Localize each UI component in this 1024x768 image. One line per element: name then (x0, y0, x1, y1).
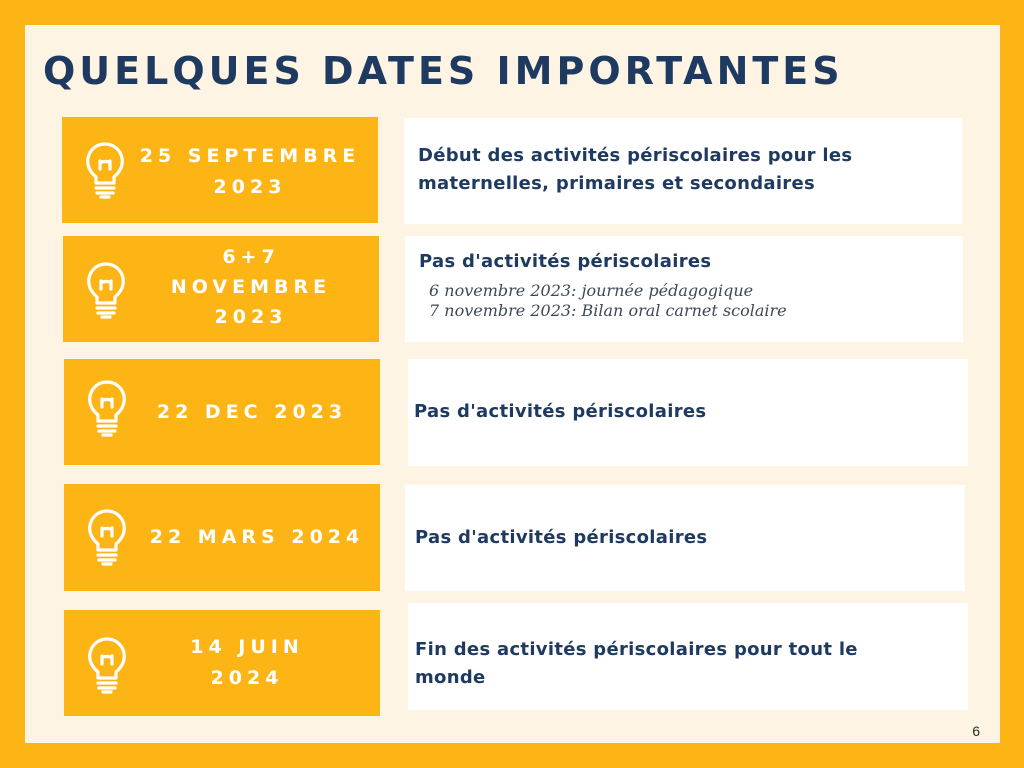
event-description-line: Début des activités périscolaires pour les (418, 145, 853, 166)
description-box (408, 603, 968, 710)
date-box (64, 610, 380, 716)
description-box (408, 359, 968, 466)
event-date-line: 2023 (213, 176, 287, 198)
event-notes (429, 281, 953, 321)
slide (25, 25, 1000, 743)
description-box (405, 485, 965, 591)
description-box (405, 236, 963, 342)
event-date (138, 522, 376, 553)
event-description (415, 524, 951, 552)
event-description (419, 248, 949, 276)
event-note: 6 novembre 2023: journée pédagogique (429, 281, 754, 300)
event-description-line: Pas d'activités périscolaires (415, 527, 708, 548)
event-description-line: maternelles, primaires et secondaires (418, 173, 816, 194)
event-date-line: 14 JUIN (190, 636, 304, 658)
date-box (62, 117, 378, 223)
date-box (63, 236, 379, 342)
lightbulb-icon (86, 508, 128, 566)
event-description-line: Fin des activités périscolaires pour tout le (415, 639, 858, 660)
lightbulb-icon (84, 141, 126, 199)
event-date-line: 22 MARS 2024 (149, 526, 365, 548)
event-description (418, 142, 948, 198)
event-date-line: 25 SEPTEMBRE (139, 145, 361, 167)
event-description (414, 398, 954, 426)
page-number: 6 (972, 723, 980, 739)
lightbulb-icon (85, 261, 127, 319)
event-note: 7 novembre 2023: Bilan oral carnet scolaire (429, 301, 787, 320)
event-date-line: 6+7 (222, 246, 280, 268)
event-date (133, 242, 369, 332)
event-date (132, 141, 368, 203)
date-box (64, 484, 380, 591)
event-date-line: 22 DEC 2023 (156, 401, 348, 423)
description-box (404, 118, 962, 224)
event-description-line: Pas d'activités périscolaires (414, 401, 707, 422)
event-date (114, 632, 380, 694)
lightbulb-icon (86, 379, 128, 437)
event-date-line: 2023 (214, 306, 288, 328)
event-description-line: Pas d'activités périscolaires (419, 251, 712, 272)
event-description (415, 636, 954, 692)
event-date (134, 397, 370, 428)
event-date-line: NOVEMBRE (170, 276, 332, 298)
event-description-line: monde (415, 667, 486, 688)
event-date-line: 2024 (210, 667, 284, 689)
date-box (64, 359, 380, 465)
page-title: QUELQUES DATES IMPORTANTES (43, 49, 844, 93)
